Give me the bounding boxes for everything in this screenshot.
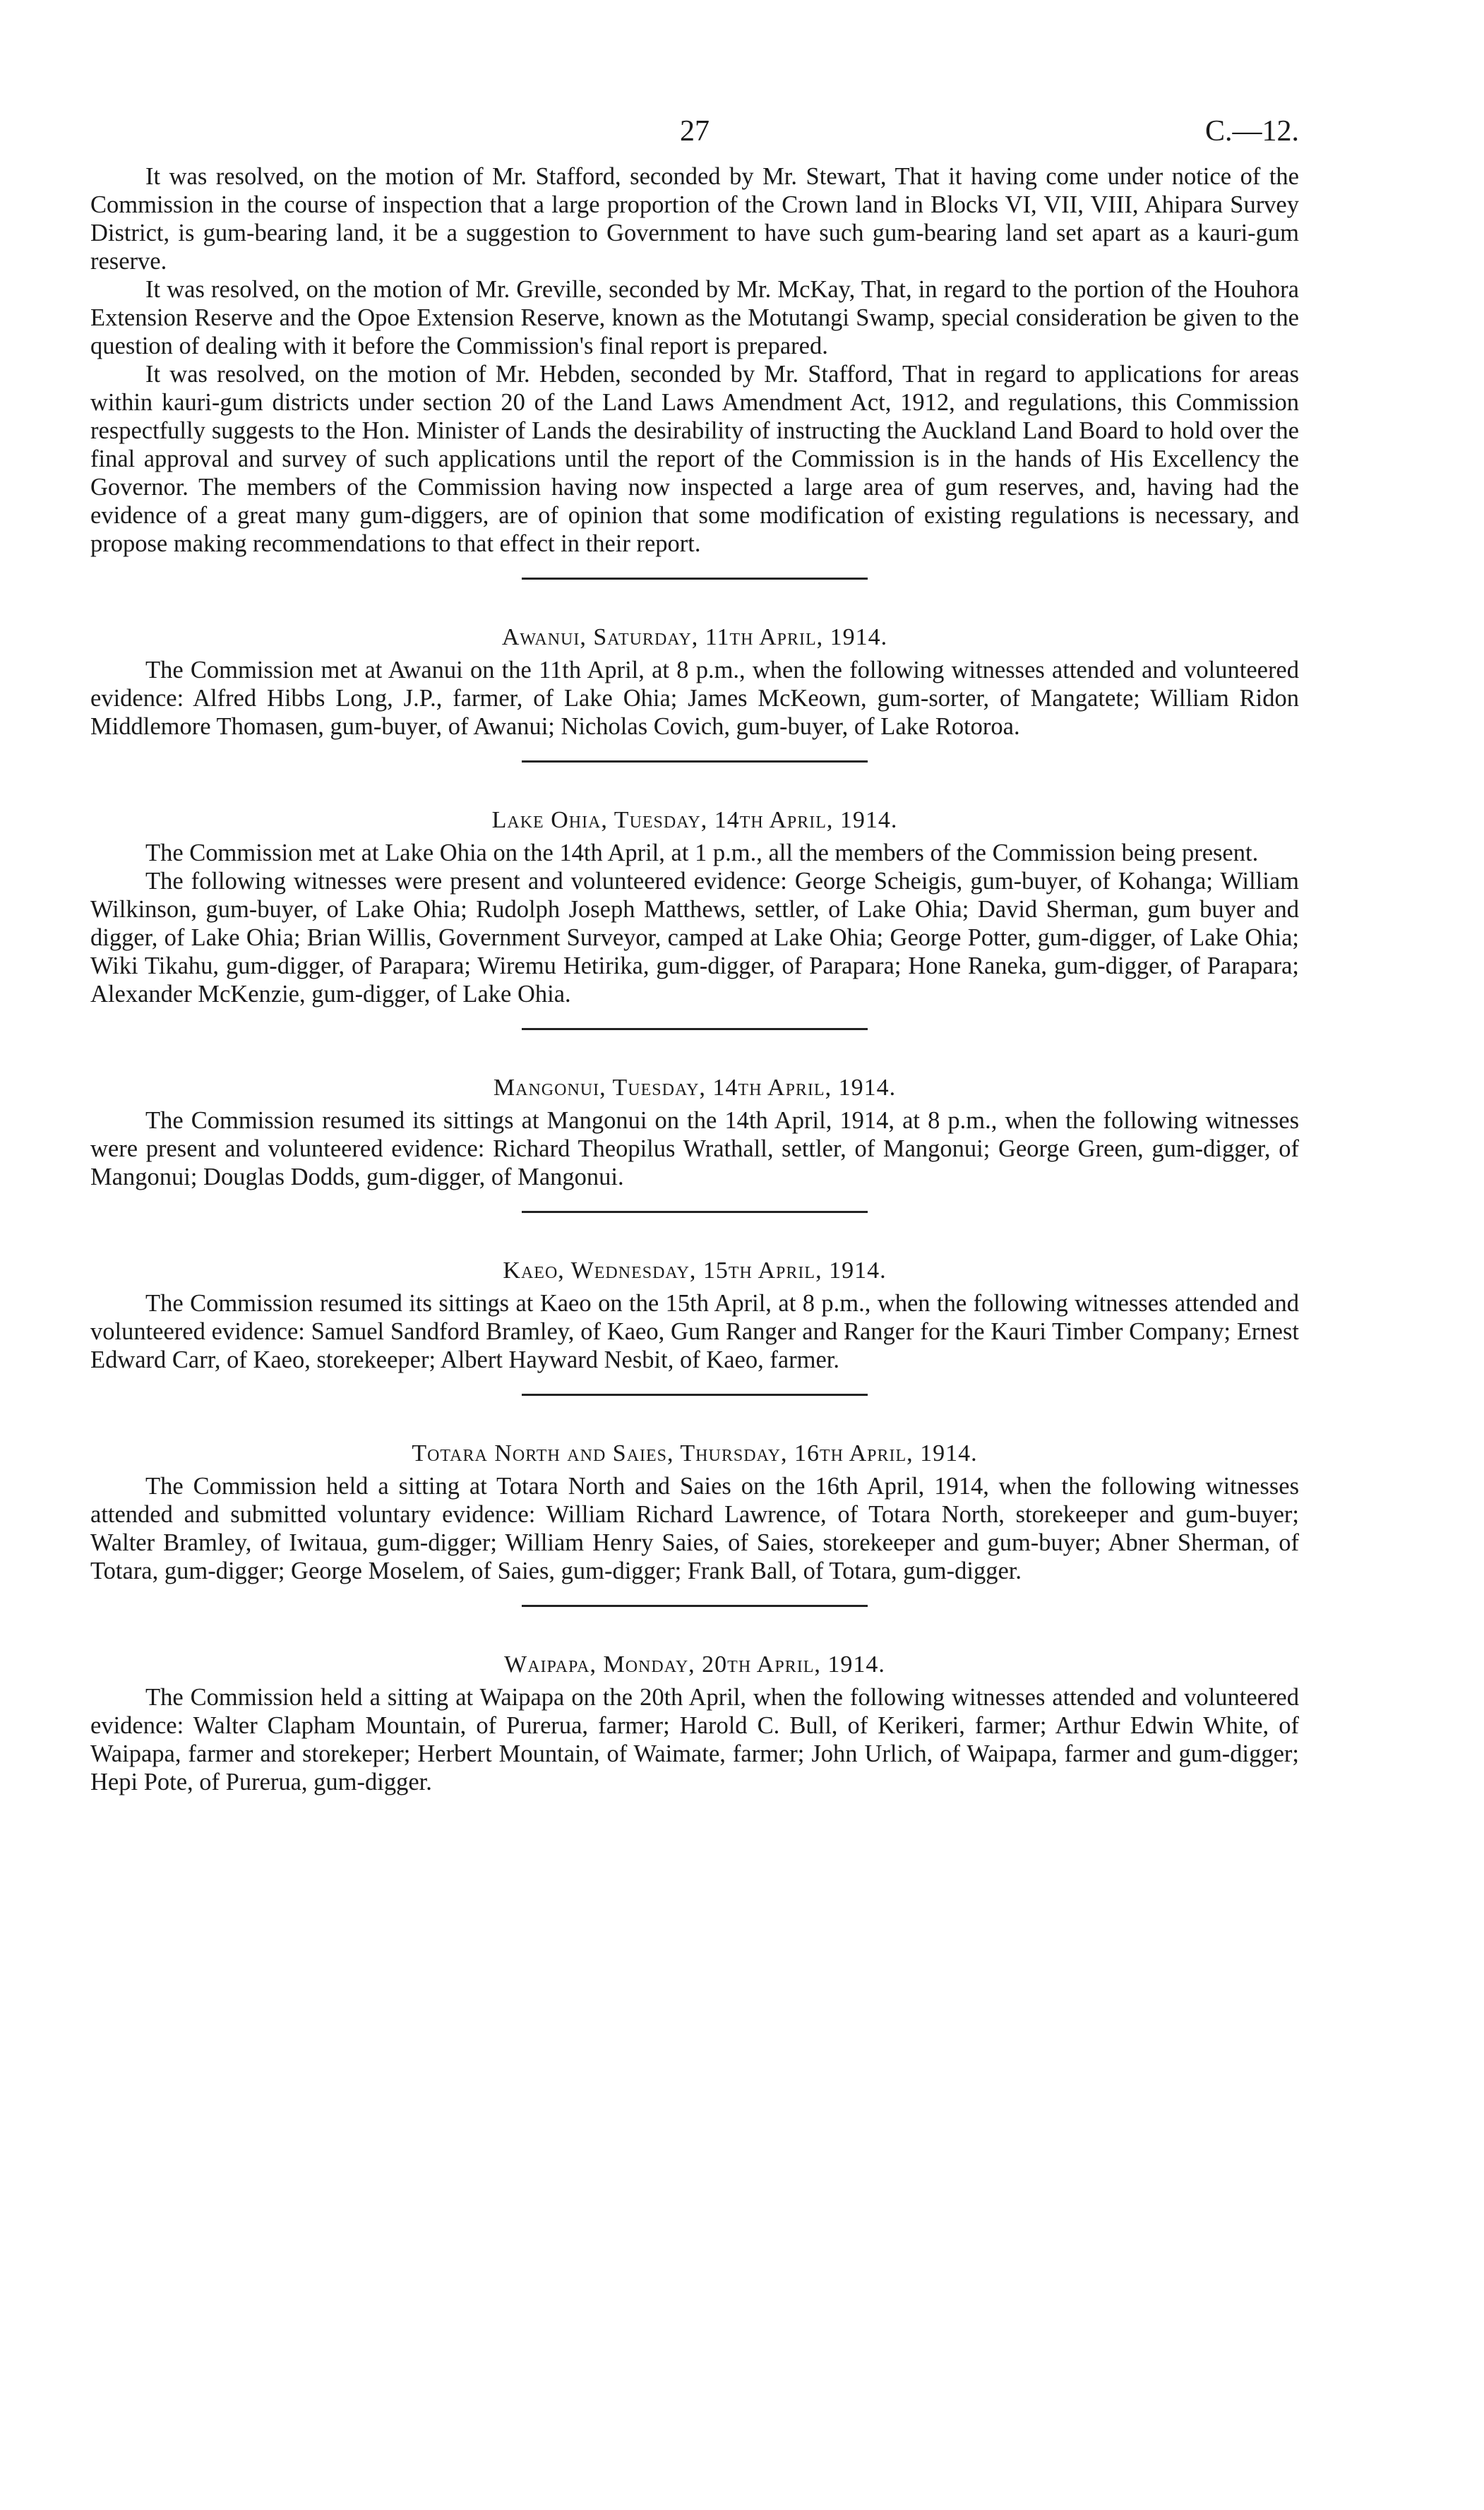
section-mangonui <box>90 1030 1299 1213</box>
section-waipapa <box>90 1607 1299 1796</box>
section-paragraph: The following witnesses were present and volunteered evidence: George Scheigis, gum-buyer, of Kohanga; William Wilkinson, gum-buyer, of Lake Ohia; Rudolph Joseph Matthews, settler, of Lake Ohia; David Sherman, gum buyer and digger, of Lake Ohia; Brian Willis, Government Surveyor, camped at Lake Ohia; George Potter, gum-digger, of Lake Ohia; Wiki Tikahu, gum-digger, of Parapara; Wiremu Hetirika, gum-digger, of Parapara; Hone Raneka, gum-digger, of Parapara; Alexander McKenzie, gum-digger, of Lake Ohia. <box>90 868 1299 1008</box>
section-heading: Totara North and Saies, Thursday, 16th April, 1914. <box>412 1440 978 1466</box>
section-heading: Kaeo, Wednesday, 15th April, 1914. <box>503 1257 887 1284</box>
section-paragraph: The Commission resumed its sittings at Kaeo on the 15th April, at 8 p.m., when the following witnesses attended and volunteered evidence: Samuel Sandford Bramley, of Kaeo, Gum Ranger and Ranger for the Kauri Timber Company; Ernest Edward Carr, of Kaeo, storekeeper; Albert Hayward Nesbit, of Kaeo, farmer. <box>90 1290 1299 1373</box>
section-heading: Mangonui, Tuesday, 14th April, 1914. <box>493 1075 897 1101</box>
section-totara-north-and-saies <box>90 1396 1299 1607</box>
section-kaeo <box>90 1213 1299 1396</box>
section-paragraph: The Commission resumed its sittings at Mangonui on the 14th April, 1914, at 8 p.m., when the following witnesses were present and volunteered evidence: Richard Theopilus Wrathall, settler, of Mangonui; George Green, gum-digger, of Mangonui; Douglas Dodds, gum-digger, of Mangonui. <box>90 1107 1299 1190</box>
section-heading: Waipapa, Monday, 20th April, 1914. <box>504 1651 885 1678</box>
intro-resolutions <box>90 162 1299 580</box>
section-paragraph: The Commission met at Awanui on the 11th April, at 8 p.m., when the following witnesses attended and volunteered evidence: Alfred Hibbs Long, J.P., farmer, of Lake Ohia; James McKeown, gum-sorter, of Mangatete; William Ridon Middlemore Thomasen, gum-buyer, of Awanui; Nicholas Covich, gum-buyer, of Lake Rotoroa. <box>90 657 1299 740</box>
section-paragraph: The Commission met at Lake Ohia on the 14th April, at 1 p.m., all the members of the Commission being present. <box>145 839 1259 866</box>
section-lake-ohia <box>90 763 1299 1030</box>
resolution-paragraph: It was resolved, on the motion of Mr. Hebden, seconded by Mr. Stafford, That in regard to applications for areas within kauri-gum districts under section 20 of the Land Laws Amendment Act, 1912, and regulations, this Commission respectfully suggests to the Hon. Minister of Lands the desirability of instructing the Auckland Land Board to hold over the final approval and survey of such applications until the report of the Commission is in the hands of His Excellency the Governor. The members of the Commission having now inspected a large area of gum reserves, and, having had the evidence of a great many gum-diggers, are of opinion that some modification of existing regulations is necessary, and propose making recommendations to that effect in their report. <box>90 361 1299 557</box>
page-number: 27 <box>680 115 710 148</box>
resolution-paragraph: It was resolved, on the motion of Mr. Greville, seconded by Mr. McKay, That, in regard to the portion of the Houhora Extension Reserve and the Opoe Extension Reserve, known as the Motutangi Swamp, special consideration be given to the question of dealing with it before the Commission's final report is prepared. <box>90 276 1299 359</box>
document-reference: C.—12. <box>1204 115 1299 148</box>
section-heading: Lake Ohia, Tuesday, 14th April, 1914. <box>491 807 898 833</box>
section-paragraph: The Commission held a sitting at Totara North and Saies on the 16th April, 1914, when the following witnesses attended and submitted voluntary evidence: William Richard Lawrence, of Totara North, storekeeper and gum-buyer; Walter Bramley, of Iwitaua, gum-digger; William Henry Saies, of Saies, storekeeper and gum-buyer; Abner Sherman, of Totara, gum-digger; George Moselem, of Saies, gum-digger; Frank Ball, of Totara, gum-digger. <box>90 1473 1299 1584</box>
resolution-paragraph: It was resolved, on the motion of Mr. Stafford, seconded by Mr. Stewart, That it having come under notice of the Commission in the course of inspection that a large proportion of the Crown land in Blocks VI, VII, VIII, Ahipara Survey District, is gum-bearing land, it be a suggestion to Government to have such gum-bearing land set apart as a kauri-gum reserve. <box>90 163 1299 275</box>
page-header <box>90 106 1299 162</box>
section-awanui <box>90 580 1299 763</box>
document-page <box>90 106 1299 1796</box>
section-heading: Awanui, Saturday, 11th April, 1914. <box>501 624 888 650</box>
section-paragraph: The Commission held a sitting at Waipapa on the 20th April, when the following witnesses attended and volunteered evidence: Walter Clapham Mountain, of Purerua, farmer; Harold C. Bull, of Kerikeri, farmer; Arthur Edwin White, of Waipapa, farmer and storekeper; Herbert Mountain, of Waimate, farmer; John Urlich, of Waipapa, farmer and gum-digger; Hepi Pote, of Purerua, gum-digger. <box>90 1684 1299 1795</box>
